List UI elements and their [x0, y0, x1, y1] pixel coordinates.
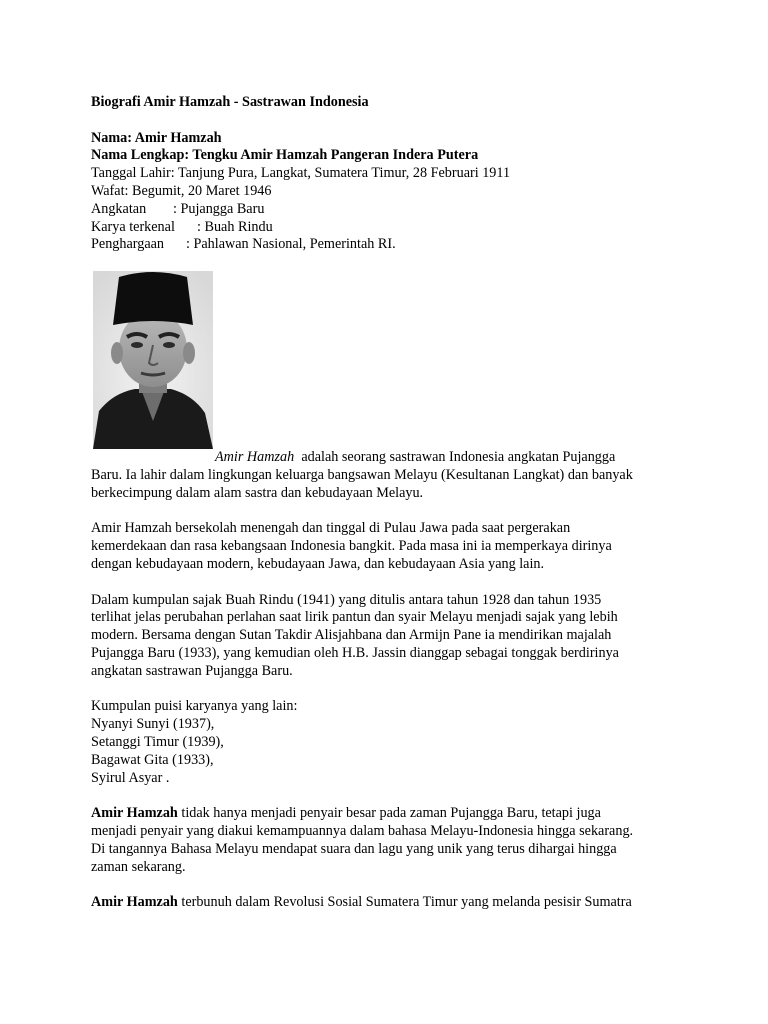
info-nama-lengkap: Nama Lengkap: Tengku Amir Hamzah Pangeran Indera Putera	[91, 147, 479, 164]
paragraph-1-line-2: Baru. Ia lahir dalam lingkungan keluarga bangsawan Melayu (Kesultanan Langkat) dan banyak	[91, 466, 633, 483]
paragraph-2-line-1: Amir Hamzah bersekolah menengah dan tinggal di Pulau Jawa pada saat pergerakan	[91, 520, 571, 537]
portrait-photo	[93, 271, 213, 449]
document-title: Biografi Amir Hamzah - Sastrawan Indonesia	[91, 94, 369, 110]
list-item: Setanggi Timur (1939),	[91, 733, 224, 750]
paragraph-4-line-4: zaman sekarang.	[91, 858, 186, 875]
paragraph-4-line-2: menjadi penyair yang diakui kemampuannya dalam bahasa Melayu-Indonesia hingga sekarang.	[91, 822, 634, 839]
info-wafat: Wafat: Begumit, 20 Maret 1946	[91, 182, 272, 199]
info-angkatan: Angkatan : Pujangga Baru	[91, 200, 265, 217]
paragraph-2-line-3: dengan kebudayaan modern, kebudayaan Jawa, dan kebudayaan Asia yang lain.	[91, 555, 545, 572]
paragraph-3-line-2: terlihat jelas perubahan perlahan saat lirik pantun dan syair Melayu menjadi sajak yang lebih	[91, 609, 618, 626]
paragraph-3-line-3: modern. Bersama dengan Sutan Takdir Alisjahbana dan Armijn Pane ia mendirikan majalah	[91, 627, 612, 644]
info-tanggal-lahir: Tanggal Lahir: Tanjung Pura, Langkat, Sumatera Timur, 28 Februari 1911	[91, 165, 511, 182]
paragraph-5-line-1: Amir Hamzah terbunuh dalam Revolusi Sosial Sumatera Timur yang melanda pesisir Sumatra	[91, 894, 632, 911]
list-item: Nyanyi Sunyi (1937),	[91, 716, 215, 733]
portrait-block	[91, 271, 681, 449]
paragraph-1-line-1: Amir Hamzah adalah seorang sastrawan Indonesia angkatan Pujangga	[215, 449, 616, 466]
info-penghargaan: Penghargaan : Pahlawan Nasional, Pemerintah RI.	[91, 236, 396, 253]
paragraph-2-line-2: kemerdekaan dan rasa kebangsaan Indonesia bangkit. Pada masa ini ia memperkaya dirinya	[91, 538, 612, 555]
info-karya: Karya terkenal : Buah Rindu	[91, 218, 273, 235]
paragraph-1-line-3: berkecimpung dalam alam sastra dan kebudayaan Melayu.	[91, 484, 424, 501]
list-intro: Kumpulan puisi karyanya yang lain:	[91, 698, 298, 715]
paragraph-3-line-1: Dalam kumpulan sajak Buah Rindu (1941) yang ditulis antara tahun 1928 dan tahun 1935	[91, 591, 602, 608]
info-nama: Nama: Amir Hamzah	[91, 129, 222, 146]
document-page	[91, 94, 681, 912]
paragraph-4-line-3: Di tangannya Bahasa Melayu mendapat suara dan lagu yang unik yang terus dihargai hingga	[91, 840, 617, 857]
paragraph-3-line-5: angkatan sastrawan Pujangga Baru.	[91, 662, 293, 679]
list-item: Bagawat Gita (1933),	[91, 751, 214, 768]
list-item: Syirul Asyar .	[91, 769, 170, 786]
paragraph-4-line-1: Amir Hamzah tidak hanya menjadi penyair besar pada zaman Pujangga Baru, tetapi juga	[91, 805, 601, 822]
paragraph-3-line-4: Pujangga Baru (1933), yang kemudian oleh H.B. Jassin dianggap sebagai tonggak berdirinya	[91, 644, 619, 661]
